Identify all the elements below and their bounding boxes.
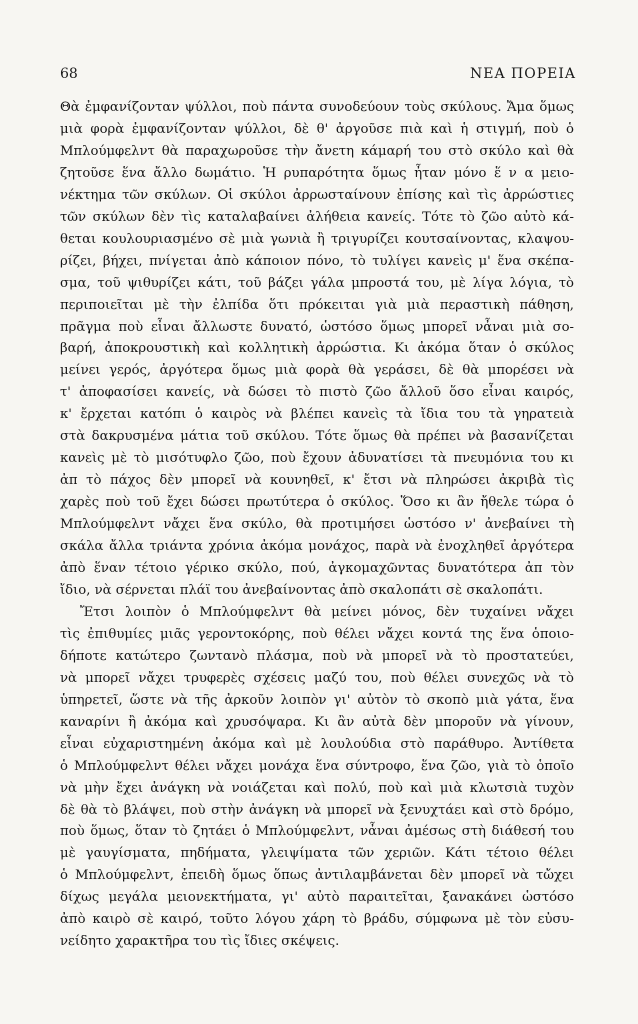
text-line: δίχως μεγάλα μειονεκτήματα, γι' αὐτὸ παραιτεῖται, ξανακάνει ὡστόσο xyxy=(60,890,574,906)
text-line: βαρή, ἀποκρουστικὴ καὶ κολλητικὴ ἀρρώστια. Κι ἀκόμα ὅταν ὁ σκύλος xyxy=(60,341,574,357)
text-line: ζητοῦσε ἕνα ἄλλο δωμάτιο. Ἡ ρυπαρότητα ὅμως ἦταν μόνο ἕ ν α μειο- xyxy=(60,165,574,181)
text-line: μὲ γαυγίσματα, πηδήματα, γλειψίματα τῶν χεριῶν. Κάτι τέτοιο θέλει xyxy=(60,846,574,862)
text-line: εἶναι εὐχαριστημένη ἀκόμα καὶ μὲ λουλούδια στὸ παράθυρο. Ἀντίθετα xyxy=(60,736,574,752)
text-line: ὁ Μπλούμφελντ, ἐπειδὴ ὅμως ὅπως ἀντιλαμβάνεται δὲν μπορεῖ νὰ τὤχει xyxy=(60,868,574,884)
text-line: ἴδιο, νὰ σέρνεται πλάϊ του ἀνεβαίνοντας ἀπὸ σκαλοπάτι σὲ σκαλοπάτι. xyxy=(60,582,543,598)
text-line: δὲ θὰ τὸ βλάψει, ποὺ στὴν ἀνάγκη νὰ μπορεῖ νὰ ξενυχτάει καὶ στὸ δρόμο, xyxy=(60,802,574,818)
text-line: Μπλούμφελντ νἄχει ἕνα σκύλο, θὰ προτιμήσει ὡστόσο ν' ἀνεβαίνει τὴ xyxy=(60,517,574,533)
text-line: μείνει γερός, ἀργότερα ὅμως μιὰ φορὰ θὰ γεράσει, δὲ θὰ μπορέσει νὰ xyxy=(60,363,574,379)
paragraph xyxy=(60,97,574,602)
paragraph xyxy=(60,602,574,953)
text-line: τῶν σκύλων δὲν τὶς καταλαβαίνει ἀλήθεια κανείς. Τότε τὸ ζῶο αὐτὸ κά- xyxy=(60,209,574,225)
text-line: νὰ μπορεῖ νἄχει τρυφερὲς σχέσεις μαζύ του, ποὺ θέλει συνεχῶς νὰ τὸ xyxy=(60,670,574,686)
text-line: ποὺ ὅμως, ὅταν τὸ ζητάει ὁ Μπλούμφελντ, νἆναι ἀμέσως στὴ διάθεσή του xyxy=(60,824,574,840)
text-line: χαρὲς ποὺ τοῦ ἔχει δώσει πρωτύτερα ὁ σκύλος. Ὅσο κι ἂν ἤθελε τώρα ὁ xyxy=(60,495,574,511)
text-line: Θὰ ἐμφανίζονταν ψύλλοι, ποὺ πάντα συνοδεύουν τοὺς σκύλους. Ἄμα ὅμως xyxy=(60,100,574,115)
text-line: ὑπηρετεῖ, ὥστε νὰ τῆς ἀρκοῦν λοιπὸν γι' αὐτὸν τὸ σκοπὸ μιὰ γάτα, ἕνα xyxy=(60,692,574,708)
text-line: κ' ἔρχεται κατόπι ὁ καιρὸς νὰ βλέπει κανεὶς τὰ ἴδια του τὰ γηρατειὰ xyxy=(60,407,574,423)
page-header xyxy=(60,66,576,86)
text-line: καναρίνι ἢ ἀκόμα καὶ χρυσόψαρα. Κι ἂν αὐτὰ δὲν μποροῦν νὰ γίνουν, xyxy=(60,714,574,730)
text-line: κανεὶς μὲ τὸ μισότυφλο ζῶο, ποὺ ἔχουν ἀδυνατίσει τὰ πνευμόνια του κι xyxy=(60,451,574,467)
text-line: ρίζει, βήχει, πνίγεται ἀπὸ κάποιον πόνο, τὸ τυλίγει κανεὶς μ' ἕνα σκέπα- xyxy=(60,253,574,269)
text-line: στὰ δακρυσμένα μάτια τοῦ σκύλου. Τότε ὅμως θὰ πρέπει νὰ βασανίζεται xyxy=(60,429,574,445)
text-line: σμα, τοῦ ψιθυρίζει κάτι, τοῦ βάζει γάλα μπροστά του, μὲ λίγα λόγια, τὸ xyxy=(60,275,574,291)
body-text xyxy=(60,97,574,953)
text-line: θεται κουλουριασμένο σὲ μιὰ γωνιὰ ἢ τριγυρίζει κουτσαίνοντας, κλαψου- xyxy=(60,231,574,247)
page-number: 68 xyxy=(60,66,78,82)
text-line: ἀπὸ καιρὸ σὲ καιρό, τοῦτο λόγου χάρη τὸ βράδυ, σύμφωνα μὲ τὸν εὐσυ- xyxy=(60,912,574,928)
running-title: ΝΕΑ ΠΟΡΕΙΑ xyxy=(470,66,576,82)
text-line: σκάλα ἄλλα τριάντα χρόνια ἀκόμα μονάχος, παρὰ νὰ ἐνοχληθεῖ ἀργότερα xyxy=(60,539,574,555)
text-line: ἀπὸ ἕναν τέτοιο γέρικο σκύλο, πού, ἀγκομαχῶντας δυνατότερα ἀπ τὸν xyxy=(60,561,574,577)
text-line: τ' ἀποφασίσει κανείς, νὰ δώσει τὸ πιστὸ ζῶο ἄλλοῦ ὅσο εἶναι καιρός, xyxy=(60,385,574,401)
text-line: μιὰ φορὰ ἐμφανίζονταν ψύλλοι, δὲ θ' ἀργοῦσε πιὰ καὶ ἡ στιγμή, ποὺ ὁ xyxy=(60,121,574,137)
text-line: πρᾶγμα ποὺ εἶναι ἄλλωστε δυνατό, ὡστόσο ὅμως μπορεῖ νἆναι μιὰ σο- xyxy=(60,319,574,335)
text-line: νέκτημα τῶν σκύλων. Οἱ σκύλοι ἀρρωσταίνουν ἐπίσης καὶ τὶς ἀρρώστιες xyxy=(60,187,574,203)
text-line: ἀπ τὸ πάχος δὲν μπορεῖ νὰ κουνηθεῖ, κ' ἔτσι νὰ πληρώσει ἀκριβὰ τὶς xyxy=(60,473,574,489)
text-line: Ἔτσι λοιπὸν ὁ Μπλούμφελντ θὰ μείνει μόνος, δὲν τυχαίνει νἄχει xyxy=(80,604,574,620)
text-line: νείδητο χαρακτῆρα του τὶς ἴδιες σκέψεις. xyxy=(60,934,340,950)
text-line: τὶς ἐπιθυμίες μιᾶς γεροντοκόρης, ποὺ θέλει νἄχει κοντά της ἕνα ὁποιο- xyxy=(60,626,574,642)
text-line: ὁ Μπλούμφελντ θέλει νἄχει μονάχα ἕνα σύντροφο, ἕνα ζῶο, γιὰ τὸ ὁποῖο xyxy=(60,758,574,774)
text-line: νὰ μὴν ἔχει ἀνάγκη νὰ νοιάζεται καὶ πολύ, ποὺ καὶ μιὰ κλωτσιὰ τυχὸν xyxy=(60,780,574,796)
text-line: περιποιεῖται μὲ τὴν ἐλπίδα ὅτι πρόκειται γιὰ μιὰ περαστικὴ πάθηση, xyxy=(60,297,574,313)
text-line: Μπλούμφελντ θὰ παραχωροῦσε τὴν ἄνετη κάμαρή του στὸ σκύλο καὶ θὰ xyxy=(60,143,574,159)
text-line: δήποτε κατώτερο ζωντανὸ πλάσμα, ποὺ νὰ μπορεῖ νὰ τὸ προστατεύει, xyxy=(60,648,574,664)
